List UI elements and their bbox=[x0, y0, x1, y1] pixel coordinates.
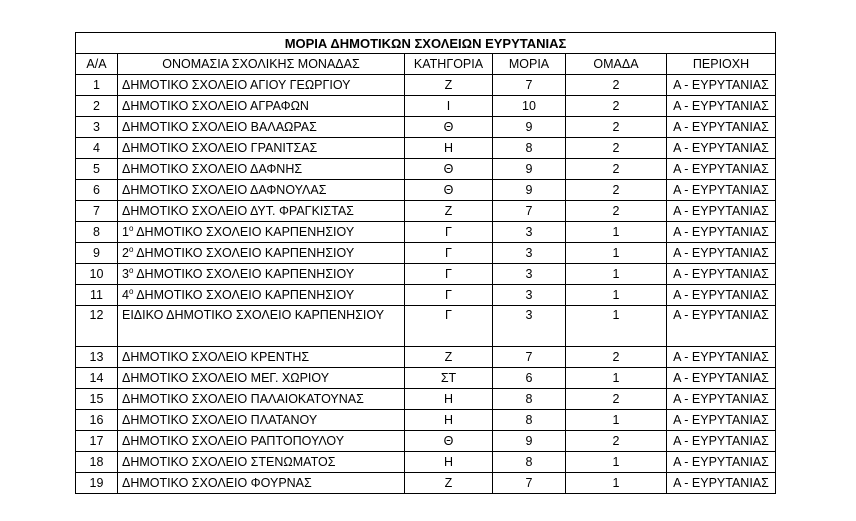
cell-area: Α - ΕΥΡΥΤΑΝΙΑΣ bbox=[667, 243, 776, 264]
cell-points: 9 bbox=[493, 180, 566, 201]
cell-name bbox=[118, 452, 405, 473]
cell-category: Γ bbox=[405, 264, 493, 285]
cell-area: Α - ΕΥΡΥΤΑΝΙΑΣ bbox=[667, 452, 776, 473]
cell-area: Α - ΕΥΡΥΤΑΝΙΑΣ bbox=[667, 473, 776, 494]
table-row bbox=[76, 431, 776, 452]
cell-aa: 9 bbox=[76, 243, 118, 264]
cell-area: Α - ΕΥΡΥΤΑΝΙΑΣ bbox=[667, 117, 776, 138]
table-row bbox=[76, 138, 776, 159]
cell-points: 3 bbox=[493, 264, 566, 285]
cell-aa: 4 bbox=[76, 138, 118, 159]
cell-aa: 16 bbox=[76, 410, 118, 431]
cell-aa: 3 bbox=[76, 117, 118, 138]
cell-name-text: ΔΗΜΟΤΙΚΟ ΣΧΟΛΕΙΟ ΚΡΕΝΤΗΣ bbox=[122, 349, 310, 364]
cell-name bbox=[118, 410, 405, 431]
school-points-table bbox=[75, 32, 776, 494]
cell-points: 8 bbox=[493, 389, 566, 410]
cell-aa: 12 bbox=[76, 306, 118, 347]
cell-name bbox=[118, 389, 405, 410]
cell-name-text: ΔΗΜΟΤΙΚΟ ΣΧΟΛΕΙΟ ΚΑΡΠΕΝΗΣΙΟΥ bbox=[136, 224, 355, 239]
cell-name-text: ΔΗΜΟΤΙΚΟ ΣΧΟΛΕΙΟ ΠΑΛΑΙΟΚΑΤΟΥΝΑΣ bbox=[122, 391, 364, 406]
cell-ordinal: $3^o$ bbox=[122, 265, 134, 281]
cell-points: 8 bbox=[493, 138, 566, 159]
cell-points: 7 bbox=[493, 473, 566, 494]
table-row bbox=[76, 159, 776, 180]
cell-category: Η bbox=[405, 410, 493, 431]
table-row bbox=[76, 285, 776, 306]
cell-name bbox=[118, 138, 405, 159]
cell-name bbox=[118, 473, 405, 494]
cell-category: Γ bbox=[405, 285, 493, 306]
table-row bbox=[76, 222, 776, 243]
cell-name bbox=[118, 243, 405, 264]
cell-name-text: ΔΗΜΟΤΙΚΟ ΣΧΟΛΕΙΟ ΓΡΑΝΙΤΣΑΣ bbox=[122, 140, 318, 155]
header-name: ΟΝΟΜΑΣΙΑ ΣΧΟΛΙΚΗΣ ΜΟΝΑΔΑΣ bbox=[118, 54, 405, 75]
table-row bbox=[76, 264, 776, 285]
cell-group: 2 bbox=[566, 75, 667, 96]
cell-category: Ι bbox=[405, 96, 493, 117]
cell-points: 9 bbox=[493, 117, 566, 138]
cell-group: 2 bbox=[566, 389, 667, 410]
cell-group: 1 bbox=[566, 410, 667, 431]
cell-group: 2 bbox=[566, 431, 667, 452]
cell-area: Α - ΕΥΡΥΤΑΝΙΑΣ bbox=[667, 222, 776, 243]
title-row bbox=[76, 33, 776, 54]
header-area: ΠΕΡΙΟΧΗ bbox=[667, 54, 776, 75]
cell-name bbox=[118, 306, 405, 347]
cell-category: ΣΤ bbox=[405, 368, 493, 389]
cell-aa: 1 bbox=[76, 75, 118, 96]
cell-category: Ζ bbox=[405, 201, 493, 222]
cell-group: 2 bbox=[566, 347, 667, 368]
cell-group: 1 bbox=[566, 243, 667, 264]
cell-aa: 19 bbox=[76, 473, 118, 494]
table-row bbox=[76, 117, 776, 138]
cell-area: Α - ΕΥΡΥΤΑΝΙΑΣ bbox=[667, 201, 776, 222]
cell-name-text: ΔΗΜΟΤΙΚΟ ΣΧΟΛΕΙΟ ΑΓΡΑΦΩΝ bbox=[122, 98, 309, 113]
cell-name bbox=[118, 347, 405, 368]
cell-aa: 7 bbox=[76, 201, 118, 222]
cell-name bbox=[118, 368, 405, 389]
cell-aa: 8 bbox=[76, 222, 118, 243]
cell-aa: 5 bbox=[76, 159, 118, 180]
cell-points: 9 bbox=[493, 431, 566, 452]
cell-area: Α - ΕΥΡΥΤΑΝΙΑΣ bbox=[667, 410, 776, 431]
cell-group: 1 bbox=[566, 222, 667, 243]
cell-name bbox=[118, 180, 405, 201]
cell-aa: 14 bbox=[76, 368, 118, 389]
cell-area: Α - ΕΥΡΥΤΑΝΙΑΣ bbox=[667, 285, 776, 306]
cell-group: 1 bbox=[566, 452, 667, 473]
header-row bbox=[76, 54, 776, 75]
cell-ordinal: $2^o$ bbox=[122, 244, 134, 260]
cell-aa: 2 bbox=[76, 96, 118, 117]
header-group: ΟΜΑΔΑ bbox=[566, 54, 667, 75]
cell-aa: 6 bbox=[76, 180, 118, 201]
cell-points: 8 bbox=[493, 410, 566, 431]
table-title: ΜΟΡΙΑ ΔΗΜΟΤΙΚΩΝ ΣΧΟΛΕΙΩΝ ΕΥΡΥΤΑΝΙΑΣ bbox=[76, 33, 776, 54]
cell-points: 6 bbox=[493, 368, 566, 389]
cell-name-text: ΔΗΜΟΤΙΚΟ ΣΧΟΛΕΙΟ ΚΑΡΠΕΝΗΣΙΟΥ bbox=[136, 266, 355, 281]
cell-aa: 11 bbox=[76, 285, 118, 306]
table-row bbox=[76, 347, 776, 368]
cell-group: 1 bbox=[566, 306, 667, 347]
cell-points: 3 bbox=[493, 306, 566, 347]
cell-group: 1 bbox=[566, 368, 667, 389]
header-aa: Α/Α bbox=[76, 54, 118, 75]
cell-category: Γ bbox=[405, 306, 493, 347]
cell-category: Θ bbox=[405, 159, 493, 180]
cell-points: 3 bbox=[493, 222, 566, 243]
cell-name-text: ΔΗΜΟΤΙΚΟ ΣΧΟΛΕΙΟ ΜΕΓ. ΧΩΡΙΟΥ bbox=[122, 370, 330, 385]
cell-points: 9 bbox=[493, 159, 566, 180]
cell-name-text: ΕΙΔΙΚΟ ΔΗΜΟΤΙΚΟ ΣΧΟΛΕΙΟ ΚΑΡΠΕΝΗΣΙΟΥ bbox=[122, 308, 385, 322]
table-row bbox=[76, 201, 776, 222]
cell-aa: 17 bbox=[76, 431, 118, 452]
cell-name bbox=[118, 264, 405, 285]
cell-area: Α - ΕΥΡΥΤΑΝΙΑΣ bbox=[667, 347, 776, 368]
cell-name-text: ΔΗΜΟΤΙΚΟ ΣΧΟΛΕΙΟ ΚΑΡΠΕΝΗΣΙΟΥ bbox=[136, 287, 355, 302]
cell-category: Η bbox=[405, 138, 493, 159]
header-category: ΚΑΤΗΓΟΡΙΑ bbox=[405, 54, 493, 75]
cell-name-text: ΔΗΜΟΤΙΚΟ ΣΧΟΛΕΙΟ ΔΥΤ. ΦΡΑΓΚΙΣΤΑΣ bbox=[122, 203, 354, 218]
cell-category: Η bbox=[405, 389, 493, 410]
cell-points: 8 bbox=[493, 452, 566, 473]
cell-group: 2 bbox=[566, 180, 667, 201]
cell-area: Α - ΕΥΡΥΤΑΝΙΑΣ bbox=[667, 159, 776, 180]
cell-category: Θ bbox=[405, 431, 493, 452]
table-row bbox=[76, 368, 776, 389]
table-row bbox=[76, 243, 776, 264]
cell-category: Γ bbox=[405, 222, 493, 243]
cell-name-text: ΔΗΜΟΤΙΚΟ ΣΧΟΛΕΙΟ ΡΑΠΤΟΠΟΥΛΟΥ bbox=[122, 433, 345, 448]
cell-name bbox=[118, 285, 405, 306]
cell-area: Α - ΕΥΡΥΤΑΝΙΑΣ bbox=[667, 96, 776, 117]
cell-area: Α - ΕΥΡΥΤΑΝΙΑΣ bbox=[667, 368, 776, 389]
cell-category: Θ bbox=[405, 117, 493, 138]
cell-points: 7 bbox=[493, 347, 566, 368]
cell-group: 1 bbox=[566, 264, 667, 285]
cell-points: 3 bbox=[493, 243, 566, 264]
cell-area: Α - ΕΥΡΥΤΑΝΙΑΣ bbox=[667, 306, 776, 347]
cell-name bbox=[118, 117, 405, 138]
cell-area: Α - ΕΥΡΥΤΑΝΙΑΣ bbox=[667, 431, 776, 452]
cell-name-text: ΔΗΜΟΤΙΚΟ ΣΧΟΛΕΙΟ ΔΑΦΝΟΥΛΑΣ bbox=[122, 182, 327, 197]
cell-area: Α - ΕΥΡΥΤΑΝΙΑΣ bbox=[667, 75, 776, 96]
cell-group: 2 bbox=[566, 159, 667, 180]
cell-area: Α - ΕΥΡΥΤΑΝΙΑΣ bbox=[667, 180, 776, 201]
cell-name-text: ΔΗΜΟΤΙΚΟ ΣΧΟΛΕΙΟ ΠΛΑΤΑΝΟΥ bbox=[122, 412, 318, 427]
cell-category: Θ bbox=[405, 180, 493, 201]
cell-name-text: ΔΗΜΟΤΙΚΟ ΣΧΟΛΕΙΟ ΒΑΛΑΩΡΑΣ bbox=[122, 119, 317, 134]
cell-aa: 13 bbox=[76, 347, 118, 368]
cell-points: 7 bbox=[493, 201, 566, 222]
cell-area: Α - ΕΥΡΥΤΑΝΙΑΣ bbox=[667, 264, 776, 285]
table-row bbox=[76, 452, 776, 473]
cell-name bbox=[118, 201, 405, 222]
cell-points: 10 bbox=[493, 96, 566, 117]
cell-name bbox=[118, 431, 405, 452]
cell-name bbox=[118, 159, 405, 180]
table-row bbox=[76, 180, 776, 201]
cell-group: 1 bbox=[566, 473, 667, 494]
cell-points: 7 bbox=[493, 75, 566, 96]
cell-points: 3 bbox=[493, 285, 566, 306]
cell-category: Ζ bbox=[405, 75, 493, 96]
table-row bbox=[76, 473, 776, 494]
cell-name bbox=[118, 222, 405, 243]
cell-area: Α - ΕΥΡΥΤΑΝΙΑΣ bbox=[667, 138, 776, 159]
cell-name bbox=[118, 75, 405, 96]
cell-group: 2 bbox=[566, 96, 667, 117]
cell-name-text: ΔΗΜΟΤΙΚΟ ΣΧΟΛΕΙΟ ΔΑΦΝΗΣ bbox=[122, 161, 303, 176]
table-row bbox=[76, 96, 776, 117]
table-row bbox=[76, 306, 776, 347]
cell-name-text: ΔΗΜΟΤΙΚΟ ΣΧΟΛΕΙΟ ΑΓΙΟΥ ΓΕΩΡΓΙΟΥ bbox=[122, 77, 351, 92]
cell-aa: 18 bbox=[76, 452, 118, 473]
cell-category: Η bbox=[405, 452, 493, 473]
cell-name-text: ΔΗΜΟΤΙΚΟ ΣΧΟΛΕΙΟ ΚΑΡΠΕΝΗΣΙΟΥ bbox=[136, 245, 355, 260]
cell-group: 2 bbox=[566, 201, 667, 222]
cell-name-text: ΔΗΜΟΤΙΚΟ ΣΧΟΛΕΙΟ ΦΟΥΡΝΑΣ bbox=[122, 475, 312, 490]
table-body bbox=[76, 33, 776, 494]
cell-ordinal: $1^o$ bbox=[122, 223, 134, 239]
cell-group: 2 bbox=[566, 138, 667, 159]
cell-category: Ζ bbox=[405, 347, 493, 368]
cell-category: Ζ bbox=[405, 473, 493, 494]
cell-group: 2 bbox=[566, 117, 667, 138]
table-row bbox=[76, 410, 776, 431]
cell-area: Α - ΕΥΡΥΤΑΝΙΑΣ bbox=[667, 389, 776, 410]
cell-aa: 15 bbox=[76, 389, 118, 410]
cell-name bbox=[118, 96, 405, 117]
table-row bbox=[76, 75, 776, 96]
header-points: ΜΟΡΙΑ bbox=[493, 54, 566, 75]
table-row bbox=[76, 389, 776, 410]
cell-category: Γ bbox=[405, 243, 493, 264]
cell-ordinal: $4^o$ bbox=[122, 286, 134, 302]
cell-group: 1 bbox=[566, 285, 667, 306]
cell-name-text: ΔΗΜΟΤΙΚΟ ΣΧΟΛΕΙΟ ΣΤΕΝΩΜΑΤΟΣ bbox=[122, 454, 336, 469]
cell-aa: 10 bbox=[76, 264, 118, 285]
